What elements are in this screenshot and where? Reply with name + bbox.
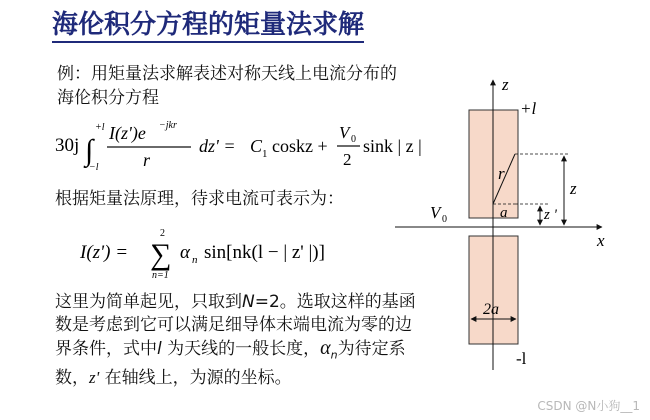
expl-N: N (242, 292, 255, 312)
expl-alpha-sub: n (330, 348, 338, 362)
eq2-term: sin[nk(l − | z' |)] (204, 242, 325, 263)
eq1-rhs2: coskz + (272, 136, 328, 156)
zp-dimension-label: z ' (544, 207, 557, 223)
eq2-alpha-sub: n (192, 254, 198, 266)
z-dimension-label: z (570, 179, 577, 198)
eq1-numerator: I(z')e (109, 123, 146, 143)
x-axis-label: x (597, 231, 605, 250)
expl-s2: =2。选取这样的基函数是考虑到它可以满足细导体末端电流为零的边界条件，式中 (55, 292, 416, 359)
eq1-denominator: r (143, 150, 151, 170)
bottom-end-label: -l (516, 349, 527, 368)
eq2-alpha: α (180, 242, 190, 263)
expl-s4: 为待定系数， (55, 339, 406, 389)
eq1-frac2-num: V (339, 123, 350, 142)
eq2-sum-upper: 2 (160, 228, 165, 239)
intro-paragraph (57, 62, 397, 110)
eq2-sum-lower: n=1 (152, 270, 169, 281)
page-title: 海伦积分方程的矩量法求解 (52, 10, 364, 43)
integral-sign: ∫ (85, 134, 94, 167)
two-a-label: 2a (483, 301, 499, 318)
dipole-antenna-figure (390, 70, 630, 380)
eq1-differential: dz' = (199, 136, 236, 156)
source-label: V (430, 203, 441, 222)
sum-sign: ∑ (150, 238, 172, 271)
expl-alpha: α (320, 337, 331, 359)
eq1-frac2-num-sub: 0 (351, 134, 356, 145)
expl-s5: 在轴线上，为源的坐标。 (99, 368, 292, 389)
hallen-integral-equation (55, 114, 422, 176)
expl-s1: 这里为简单起见，只取到 (55, 292, 242, 312)
eq2-lhs: I(z') = (80, 242, 129, 263)
expl-s3: 为天线的一般长度， (161, 339, 321, 359)
r-label: r (498, 164, 505, 183)
method-text: 根据矩量法原理，待求电流可表示为： (55, 189, 344, 209)
a-label: a (500, 205, 508, 221)
watermark: CSDN @N小狗__1 (537, 399, 640, 413)
source-sub: 0 (442, 214, 447, 225)
intro-text: 用矩量法求解表述对称天线上电流分布的海伦积分方程 (57, 64, 397, 108)
eq1-rhs1: C (250, 136, 263, 156)
eq1-rhs3: sink | z | (363, 136, 422, 156)
intro-prefix: 例： (57, 64, 91, 84)
explanation-paragraph (55, 291, 425, 390)
top-end-label: +l (520, 99, 537, 118)
current-expansion-equation (80, 222, 370, 282)
z-axis-label: z (502, 75, 509, 94)
eq1-rhs1-sub: 1 (262, 148, 268, 160)
eq1-lower-limit: −l (89, 162, 99, 173)
eq1-exponent: −jkr (159, 120, 177, 131)
eq1-coef: 30j (55, 135, 80, 156)
eq1-upper-limit: +l (95, 122, 105, 133)
eq1-frac2-den: 2 (343, 150, 352, 169)
expl-l: l (157, 339, 162, 359)
expl-zp: z' (89, 368, 100, 388)
